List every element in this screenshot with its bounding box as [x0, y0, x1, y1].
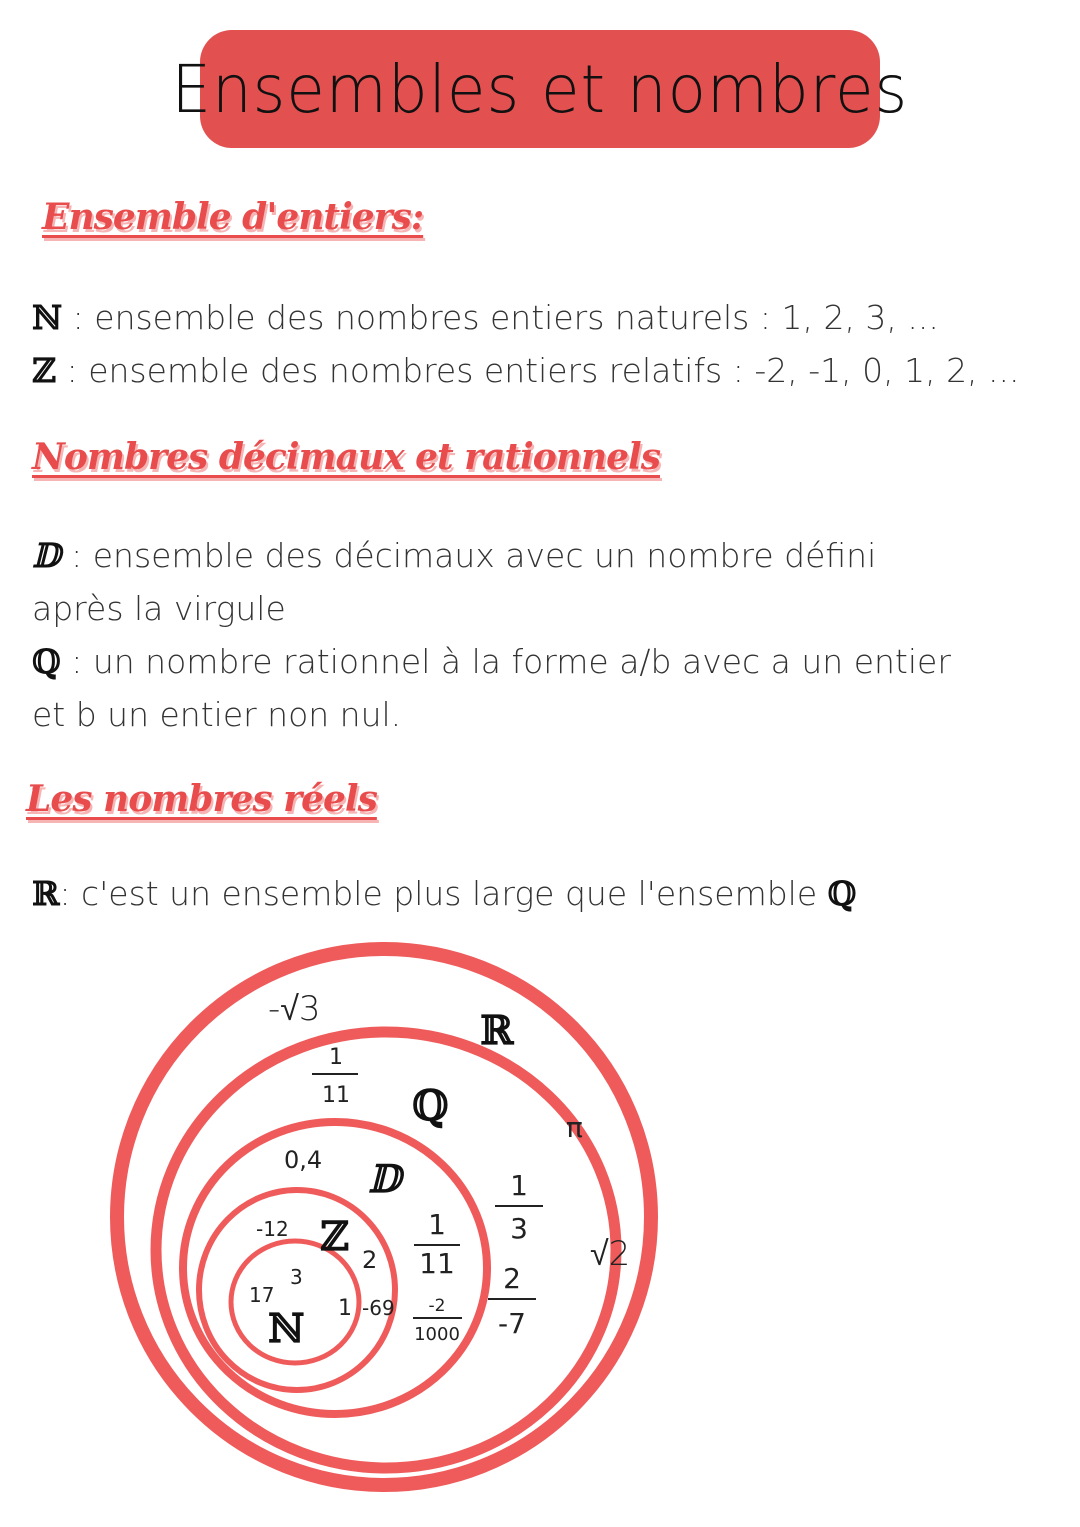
line-text: : ensemble des nombres entiers relatifs : -2, -1, 0, 1, 2, ...: [56, 351, 1020, 390]
line-text: et b un entier non nul.: [32, 695, 402, 734]
symbol-q: ℚ: [827, 874, 857, 913]
svg-text:1: 1: [428, 1208, 446, 1241]
svg-text:3: 3: [510, 1212, 528, 1245]
svg-text:1: 1: [329, 1045, 343, 1070]
fraction-1-3: [495, 1169, 543, 1245]
line-text: : un nombre rationnel à la forme a/b avec a un entier: [60, 642, 951, 681]
svg-text:11: 11: [322, 1083, 350, 1108]
item-3: 3: [290, 1265, 303, 1289]
line-text: : ensemble des décimaux avec un nombre défini: [60, 536, 877, 575]
section-heading-reels: Les nombres réels: [26, 778, 377, 820]
item-sqrt2: √2: [590, 1234, 631, 1274]
section-heading-decimaux: Nombres décimaux et rationnels: [32, 436, 660, 478]
line-text: : c'est un ensemble plus large que l'ensemble: [59, 874, 828, 913]
symbol-q: ℚ: [32, 642, 61, 681]
label-n: ℕ: [268, 1305, 305, 1352]
svg-text:1: 1: [510, 1169, 528, 1202]
svg-text:11: 11: [419, 1247, 455, 1280]
item-0-4: 0,4: [284, 1146, 323, 1174]
svg-text:-7: -7: [498, 1307, 526, 1340]
line-text: : ensemble des nombres entiers naturels : 1, 2, 3, ...: [62, 298, 939, 337]
fraction-neg2-1000: [413, 1296, 462, 1345]
set-z-circle: [199, 1190, 395, 1390]
label-r: ℝ: [480, 1007, 514, 1054]
symbol-r: ℝ: [32, 874, 60, 913]
item-2: 2: [362, 1246, 378, 1274]
item-neg-sqrt3: -√3: [268, 989, 321, 1029]
item-17: 17: [249, 1283, 275, 1307]
symbol-d: 𝔻: [32, 536, 61, 575]
symbol-z: ℤ: [32, 351, 57, 390]
label-q: ℚ: [412, 1081, 449, 1130]
fraction-1-11-q: [312, 1045, 358, 1108]
item-pi: π: [566, 1111, 583, 1144]
section-heading-entiers: Ensemble d'entiers:: [42, 196, 424, 238]
item-neg12: -12: [256, 1217, 289, 1241]
svg-text:1000: 1000: [414, 1324, 460, 1345]
fraction-2-neg7: [488, 1262, 536, 1340]
item-1: 1: [338, 1296, 352, 1321]
fraction-1-11-d: [414, 1208, 460, 1280]
symbol-n: ℕ: [32, 298, 63, 337]
label-d: 𝔻: [368, 1156, 401, 1201]
item-neg69: -69: [362, 1296, 395, 1320]
line-text: après la virgule: [32, 589, 286, 628]
label-z: ℤ: [320, 1213, 350, 1260]
page-title: Ensembles et nombres: [171, 50, 909, 128]
svg-text:-2: -2: [428, 1296, 446, 1316]
svg-text:2: 2: [503, 1262, 521, 1295]
